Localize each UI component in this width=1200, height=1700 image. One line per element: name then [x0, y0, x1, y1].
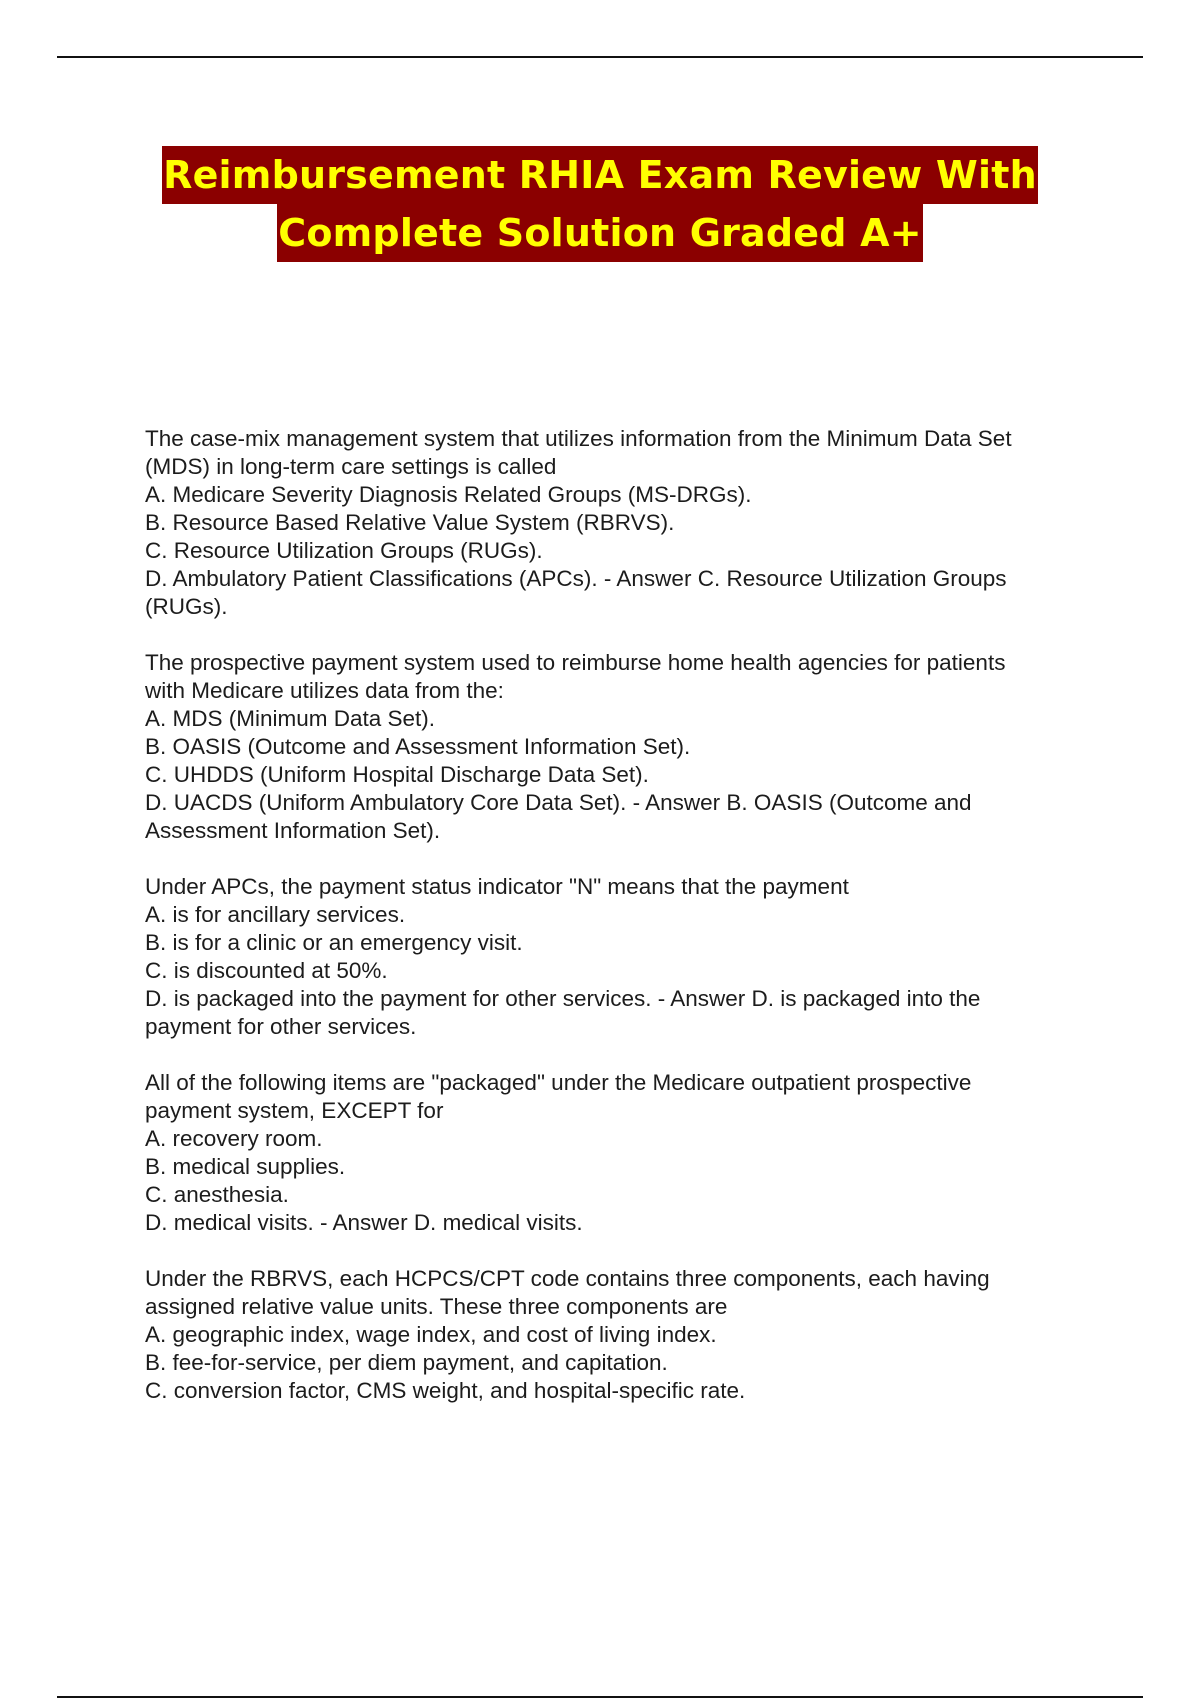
question-line: The prospective payment system used to reimburse home health agencies for patients: [145, 650, 1006, 675]
question-line: payment system, EXCEPT for: [145, 1098, 444, 1123]
question-line: assigned relative value units. These three components are: [145, 1294, 728, 1319]
option-line: A. is for ancillary services.: [145, 902, 406, 927]
question-line: The case-mix management system that utilizes information from the Minimum Data Set: [145, 426, 1012, 451]
option-line: B. Resource Based Relative Value System (RBRVS).: [145, 510, 675, 535]
option-line: A. MDS (Minimum Data Set).: [145, 706, 436, 731]
option-line: B. OASIS (Outcome and Assessment Information Set).: [145, 734, 691, 759]
question-block: [145, 1265, 1085, 1405]
question-line: Under the RBRVS, each HCPCS/CPT code contains three components, each having: [145, 1266, 990, 1291]
option-line: B. fee-for-service, per diem payment, and capitation.: [145, 1350, 668, 1375]
question-block: [145, 649, 1085, 845]
document-title: [0, 146, 1200, 262]
question-block: [145, 1069, 1085, 1237]
title-line: Complete Solution Graded A+: [277, 204, 923, 262]
question-block: [145, 873, 1085, 1041]
answer-line: D. Ambulatory Patient Classifications (APCs). - Answer C. Resource Utilization Groups: [145, 566, 1007, 591]
option-line: B. is for a clinic or an emergency visit.: [145, 930, 523, 955]
header-rule: [57, 56, 1143, 58]
question-line: with Medicare utilizes data from the:: [145, 678, 504, 703]
answer-line: D. medical visits. - Answer D. medical visits.: [145, 1210, 583, 1235]
question-line: All of the following items are "packaged" under the Medicare outpatient prospective: [145, 1070, 972, 1095]
option-line: C. Resource Utilization Groups (RUGs).: [145, 538, 543, 563]
option-line: A. geographic index, wage index, and cost of living index.: [145, 1322, 717, 1347]
option-line: C. anesthesia.: [145, 1182, 289, 1207]
answer-line: Assessment Information Set).: [145, 818, 441, 843]
option-line: A. recovery room.: [145, 1126, 323, 1151]
question-line: Under APCs, the payment status indicator "N" means that the payment: [145, 874, 849, 899]
option-line: C. is discounted at 50%.: [145, 958, 388, 983]
answer-line: payment for other services.: [145, 1014, 417, 1039]
option-line: C. UHDDS (Uniform Hospital Discharge Data Set).: [145, 762, 649, 787]
question-list: [145, 425, 1085, 1433]
title-line: Reimbursement RHIA Exam Review With: [162, 146, 1038, 204]
question-line: (MDS) in long-term care settings is called: [145, 454, 557, 479]
answer-line: D. is packaged into the payment for other services. - Answer D. is packaged into the: [145, 986, 981, 1011]
answer-line: (RUGs).: [145, 594, 228, 619]
footer-rule: [57, 1696, 1143, 1698]
option-line: C. conversion factor, CMS weight, and hospital-specific rate.: [145, 1378, 746, 1403]
question-block: [145, 425, 1085, 621]
answer-line: D. UACDS (Uniform Ambulatory Core Data Set). - Answer B. OASIS (Outcome and: [145, 790, 972, 815]
option-line: B. medical supplies.: [145, 1154, 346, 1179]
option-line: A. Medicare Severity Diagnosis Related Groups (MS-DRGs).: [145, 482, 752, 507]
